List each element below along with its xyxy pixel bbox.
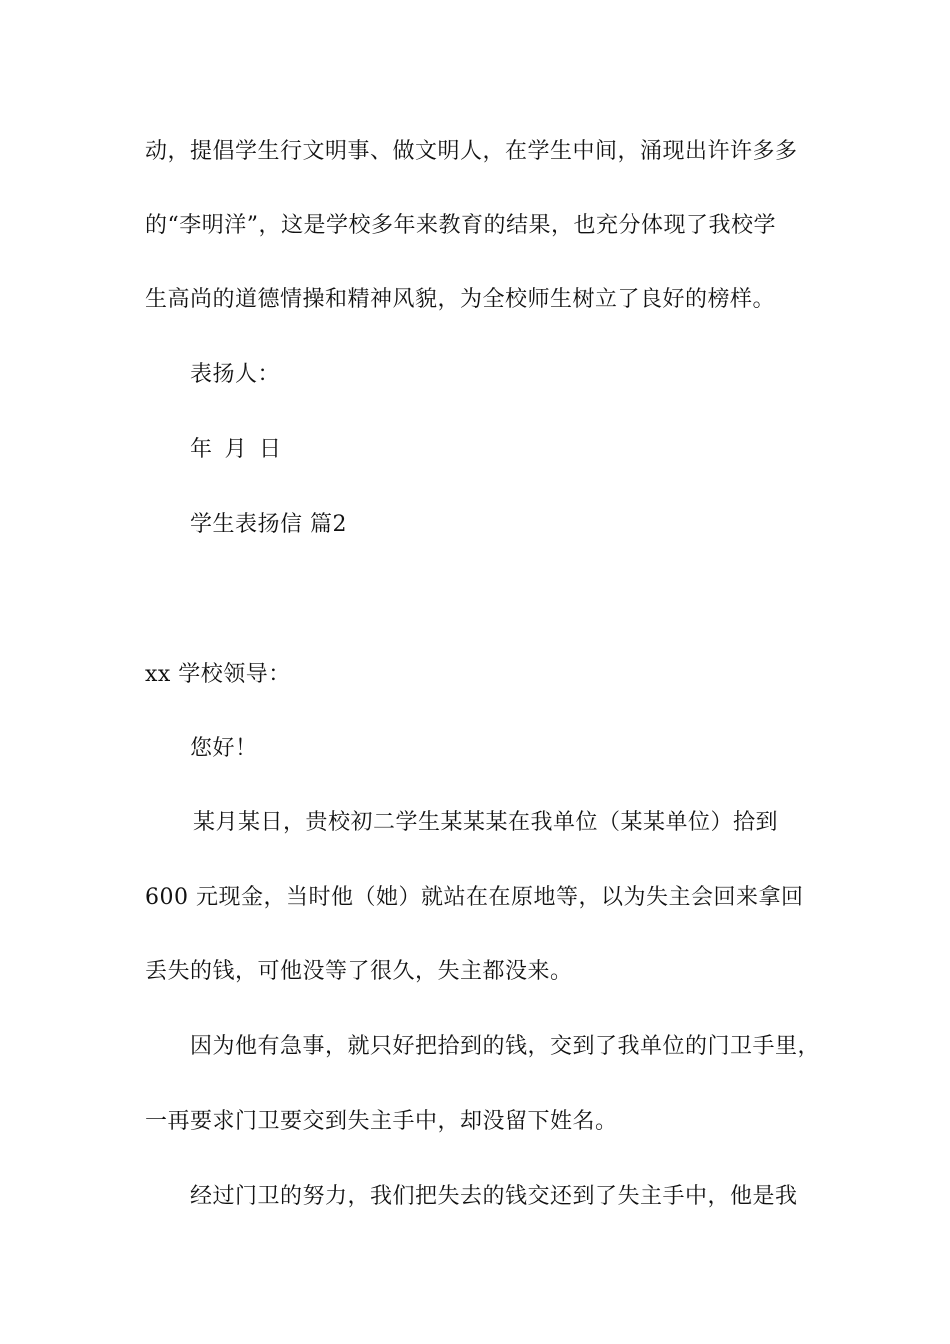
paragraph-line: 某月某日，贵校初二学生某某某在我单位（某某单位）拾到 (193, 810, 779, 835)
date-year: 年 (190, 437, 213, 462)
section-title: 学生表扬信 篇2 (190, 512, 347, 537)
date-day: 日 (259, 437, 282, 462)
paragraph-line: 因为他有急事，就只好把拾到的钱，交到了我单位的门卫手里， (190, 1034, 821, 1059)
date-line (190, 435, 815, 465)
praiser-label: 表扬人： (190, 362, 281, 387)
greeting: 您好！ (190, 736, 258, 761)
paragraph-line: 的“李明洋”，这是学校多年来教育的结果，也充分体现了我校学 (145, 213, 776, 238)
paragraph-line: 生高尚的道德情操和精神风貌，为全校师生树立了良好的榜样。 (145, 287, 776, 312)
paragraph-line: 动，提倡学生行文明事、做文明人，在学生中间，涌现出许许多多 (145, 139, 798, 164)
paragraph-line: 丢失的钱，可他没等了很久，失主都没来。 (145, 959, 573, 984)
salutation: xx 学校领导： (145, 662, 291, 687)
paragraph-line: 一再要求门卫要交到失主手中，却没留下姓名。 (145, 1109, 618, 1134)
paragraph-line: 经过门卫的努力，我们把失去的钱交还到了失主手中，他是我 (190, 1184, 798, 1209)
date-month: 月 (224, 437, 248, 462)
paragraph-line: 600 元现金，当时他（她）就站在在原地等，以为失主会回来拿回 (145, 885, 804, 910)
